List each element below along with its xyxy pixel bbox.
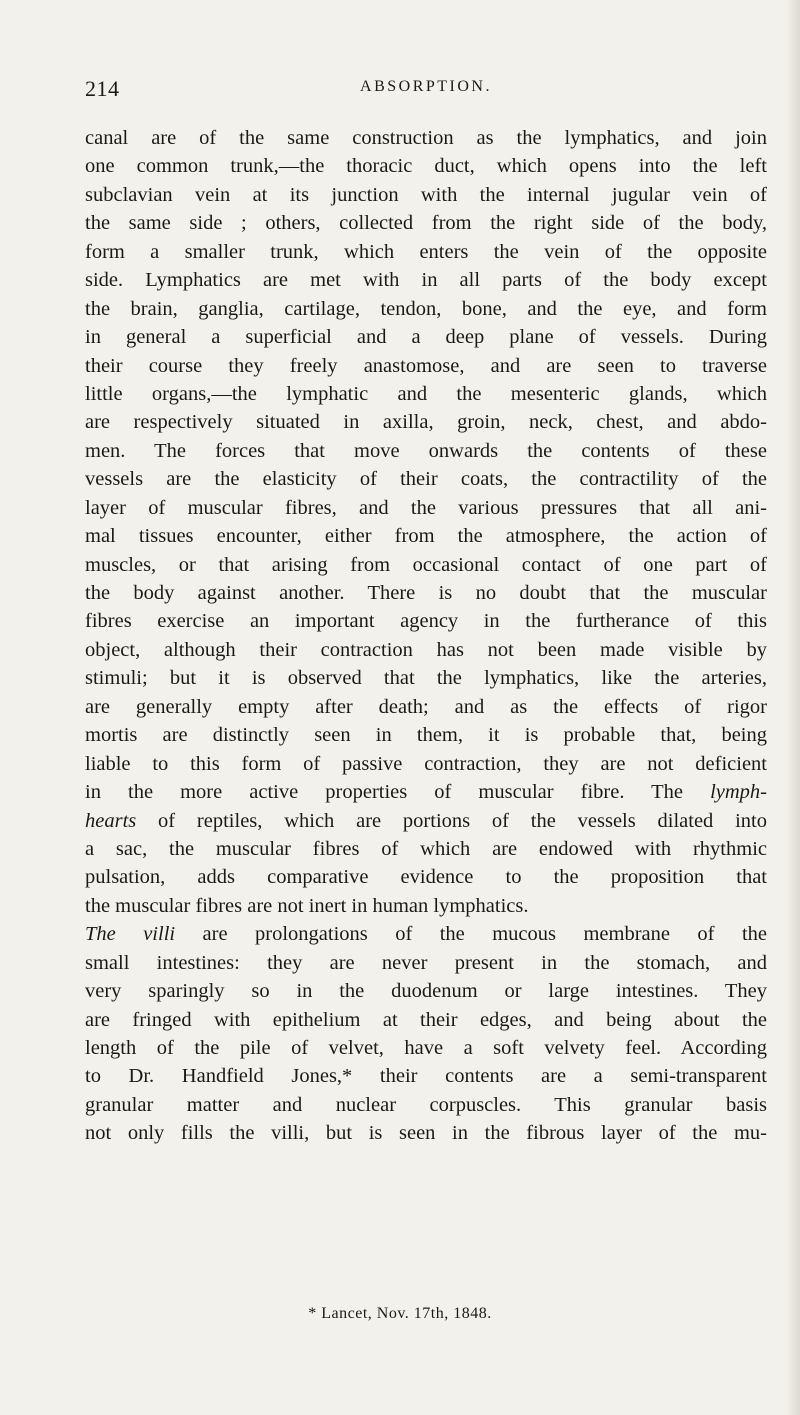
text-line-mixed [85, 807, 767, 835]
page-header [85, 76, 767, 106]
text-line: the brain, ganglia, cartilage, tendon, bone, and the eye, and form [85, 297, 767, 320]
text-line: small intestines: they are never present in the stomach, and [85, 951, 767, 974]
text-line-mixed [85, 920, 767, 948]
text-line: little organs,—the lymphatic and the mesenteric glands, which [85, 382, 767, 405]
italic-term: The villi [85, 923, 176, 946]
text-line: are generally empty after death; and as the effects of rigor [85, 695, 767, 718]
page-number: 214 [85, 76, 120, 101]
text-line: to Dr. Handfield Jones,* their contents are a semi-transparent [85, 1065, 767, 1088]
text-line: a sac, the muscular fibres of which are endowed with rhythmic [85, 837, 767, 860]
text-line: in general a superficial and a deep plane of vessels. During [85, 326, 767, 349]
italic-term: hearts [85, 809, 137, 832]
text-line: the muscular fibres are not inert in human lymphatics. [85, 894, 529, 917]
text-line: pulsation, adds comparative evidence to the proposition that [85, 866, 767, 889]
text-line: their course they freely anastomose, and are seen to traverse [85, 354, 767, 377]
text-line: are respectively situated in axilla, groin, neck, chest, and abdo- [85, 411, 767, 434]
text-run: in the more active properties of muscular fibre. The [85, 781, 711, 804]
text-line: not only fills the villi, but is seen in the fibrous layer of the mu- [85, 1122, 767, 1145]
text-line: liable to this form of passive contraction, they are not deficient [85, 752, 767, 775]
text-line-mixed [85, 778, 767, 806]
text-line: stimuli; but it is observed that the lymphatics, like the arteries, [85, 667, 767, 690]
text-line: form a smaller trunk, which enters the vein of the opposite [85, 240, 767, 263]
page-edge-shadow [786, 0, 800, 1415]
text-line: layer of muscular fibres, and the various pressures that all ani- [85, 496, 767, 519]
text-line: granular matter and nuclear corpuscles. This granular basis [85, 1093, 767, 1116]
text-line: very sparingly so in the duodenum or large intestines. They [85, 980, 767, 1003]
text-line: vessels are the elasticity of their coats, the contractility of the [85, 468, 767, 491]
text-line: men. The forces that move onwards the contents of these [85, 439, 767, 462]
text-line: canal are of the same construction as the lymphatics, and join [85, 127, 767, 149]
text-line: mal tissues encounter, either from the atmosphere, the action of [85, 525, 767, 548]
text-line: fibres exercise an important agency in the furtherance of this [85, 610, 767, 633]
text-run: are prolongations of the mucous membrane of the [175, 923, 767, 946]
text-line: side. Lymphatics are met with in all parts of the body except [85, 269, 767, 292]
text-line: length of the pile of velvet, have a soft velvety feel. According [85, 1037, 767, 1059]
italic-term: lymph- [710, 781, 767, 804]
text-line: muscles, or that arising from occasional contact of one part of [85, 553, 767, 576]
text-run: of reptiles, which are portions of the vessels dilated into [136, 809, 767, 832]
text-line: one common trunk,—the thoracic duct, which opens into the left [85, 155, 767, 178]
text-line: the same side ; others, collected from the right side of the body, [85, 212, 767, 235]
text-line: are fringed with epithelium at their edges, and being about the [85, 1008, 767, 1031]
text-line: mortis are distinctly seen in them, it is probable that, being [85, 724, 767, 747]
body-text [85, 124, 767, 1148]
running-head: ABSORPTION. [360, 78, 492, 95]
text-line: object, although their contraction has not been made visible by [85, 638, 767, 661]
footnote: * Lancet, Nov. 17th, 1848. [308, 1305, 492, 1322]
text-line: subclavian vein at its junction with the internal jugular vein of [85, 183, 767, 206]
text-line: the body against another. There is no doubt that the muscular [85, 582, 767, 604]
